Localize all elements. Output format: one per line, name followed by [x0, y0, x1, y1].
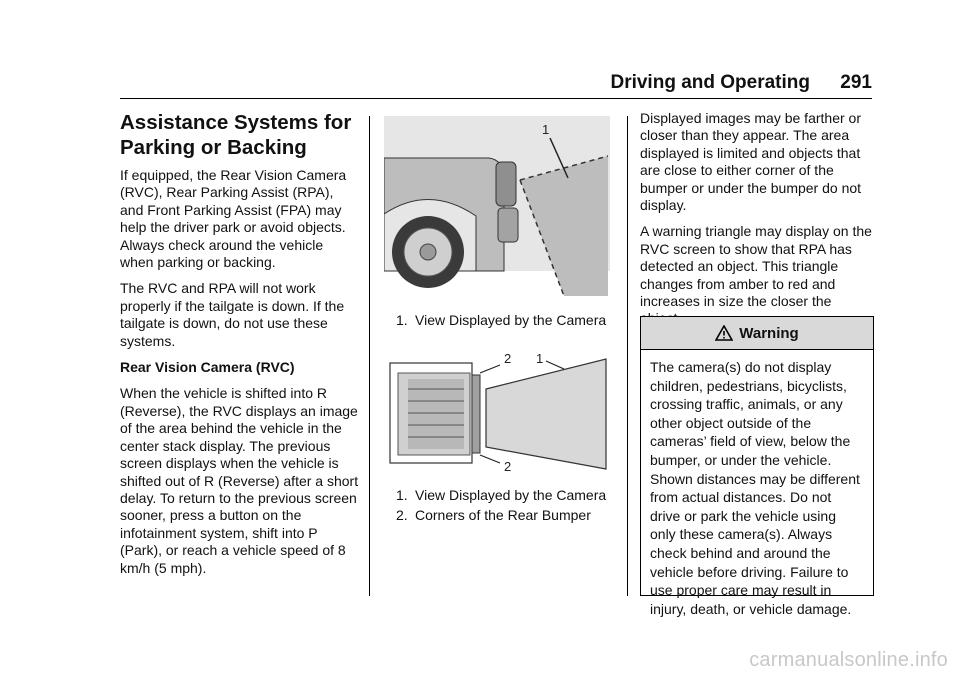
page-number: 291	[840, 72, 872, 93]
right-column	[640, 110, 874, 337]
triangle-paragraph: A warning triangle may display on the RVC screen to show that RPA has detected an object. This triangle changes from amber to red and increases in size the closer the	[640, 223, 872, 310]
warning-text: The camera(s) do not display children, pedestrians, bicyclists, crossing traffic, animals, or any other object outside of the cameras’ field of view, below the bumper, or under the vehicle. Shown distances may be different from actual distances. Do not drive or park the vehicle using only these camera(s). Always check behind and around the vehicle before driving. Failure to use proper care may result in injury, death, or vehicle damage.	[650, 359, 860, 617]
figure2-caption	[396, 487, 612, 524]
warning-header	[641, 317, 873, 350]
page-header	[120, 72, 872, 96]
figure2-caption-item: 1. View Displayed by the Camera	[396, 487, 607, 504]
watermark: carmanualsonline.info	[749, 649, 948, 671]
rvc-subheading: Rear Vision Camera (RVC)	[120, 359, 295, 376]
warning-box	[640, 316, 874, 617]
section-title: Driving and Operating	[610, 72, 810, 93]
center-column	[384, 116, 612, 526]
warning-triangle-icon	[715, 325, 733, 341]
left-column	[120, 110, 360, 586]
header-rule	[120, 98, 872, 99]
figure1-caption-item: 1. View Displayed by the Camera	[396, 312, 607, 328]
warning-title: Warning	[739, 324, 799, 342]
figure2-callout-2-bottom: 2	[504, 459, 512, 475]
figure1-caption	[396, 312, 612, 329]
distance-paragraph: Displayed images may be farther or closer than they appear. The area displayed is limited and objects that are close to either corner of the bumper or under the bumper do not display.	[640, 110, 862, 214]
tailgate-paragraph: The RVC and RPA will not work properly if the tailgate is down. If the tailgate is down, do not use these systems.	[120, 280, 345, 349]
figure2-caption-item: 2. Corners of the Rear Bumper	[396, 506, 591, 523]
rear-camera-top-view-figure	[384, 349, 612, 479]
figure1-callout-1: 1	[542, 122, 550, 137]
figure2-callout-1: 1	[536, 351, 544, 367]
column-divider-left	[369, 116, 370, 596]
intro-paragraph: If equipped, the Rear Vision Camera (RVC), Rear Parking Assist (RPA), and Front Parking Assist (FPA) may help the driver park or avoid objects. Always check around the vehicle when parking or backing.	[120, 167, 347, 271]
rear-camera-side-view-figure	[384, 116, 610, 298]
section-heading: Assistance Systems for Parking or Backing	[120, 111, 352, 159]
column-divider-right	[627, 116, 628, 596]
rvc-paragraph: When the vehicle is shifted into R (Reverse), the RVC displays an image of the area behind the vehicle in the center stack display. The previous screen displays when the vehicle is shifted out of R (Reverse) after a short delay. To return to the previous screen sooner, press a button on the infotainment system, shift into P (Park), or reach a vehicle speed of 8 km/h (5 mph).	[120, 385, 359, 576]
figure2-callout-2-top: 2	[504, 351, 512, 367]
